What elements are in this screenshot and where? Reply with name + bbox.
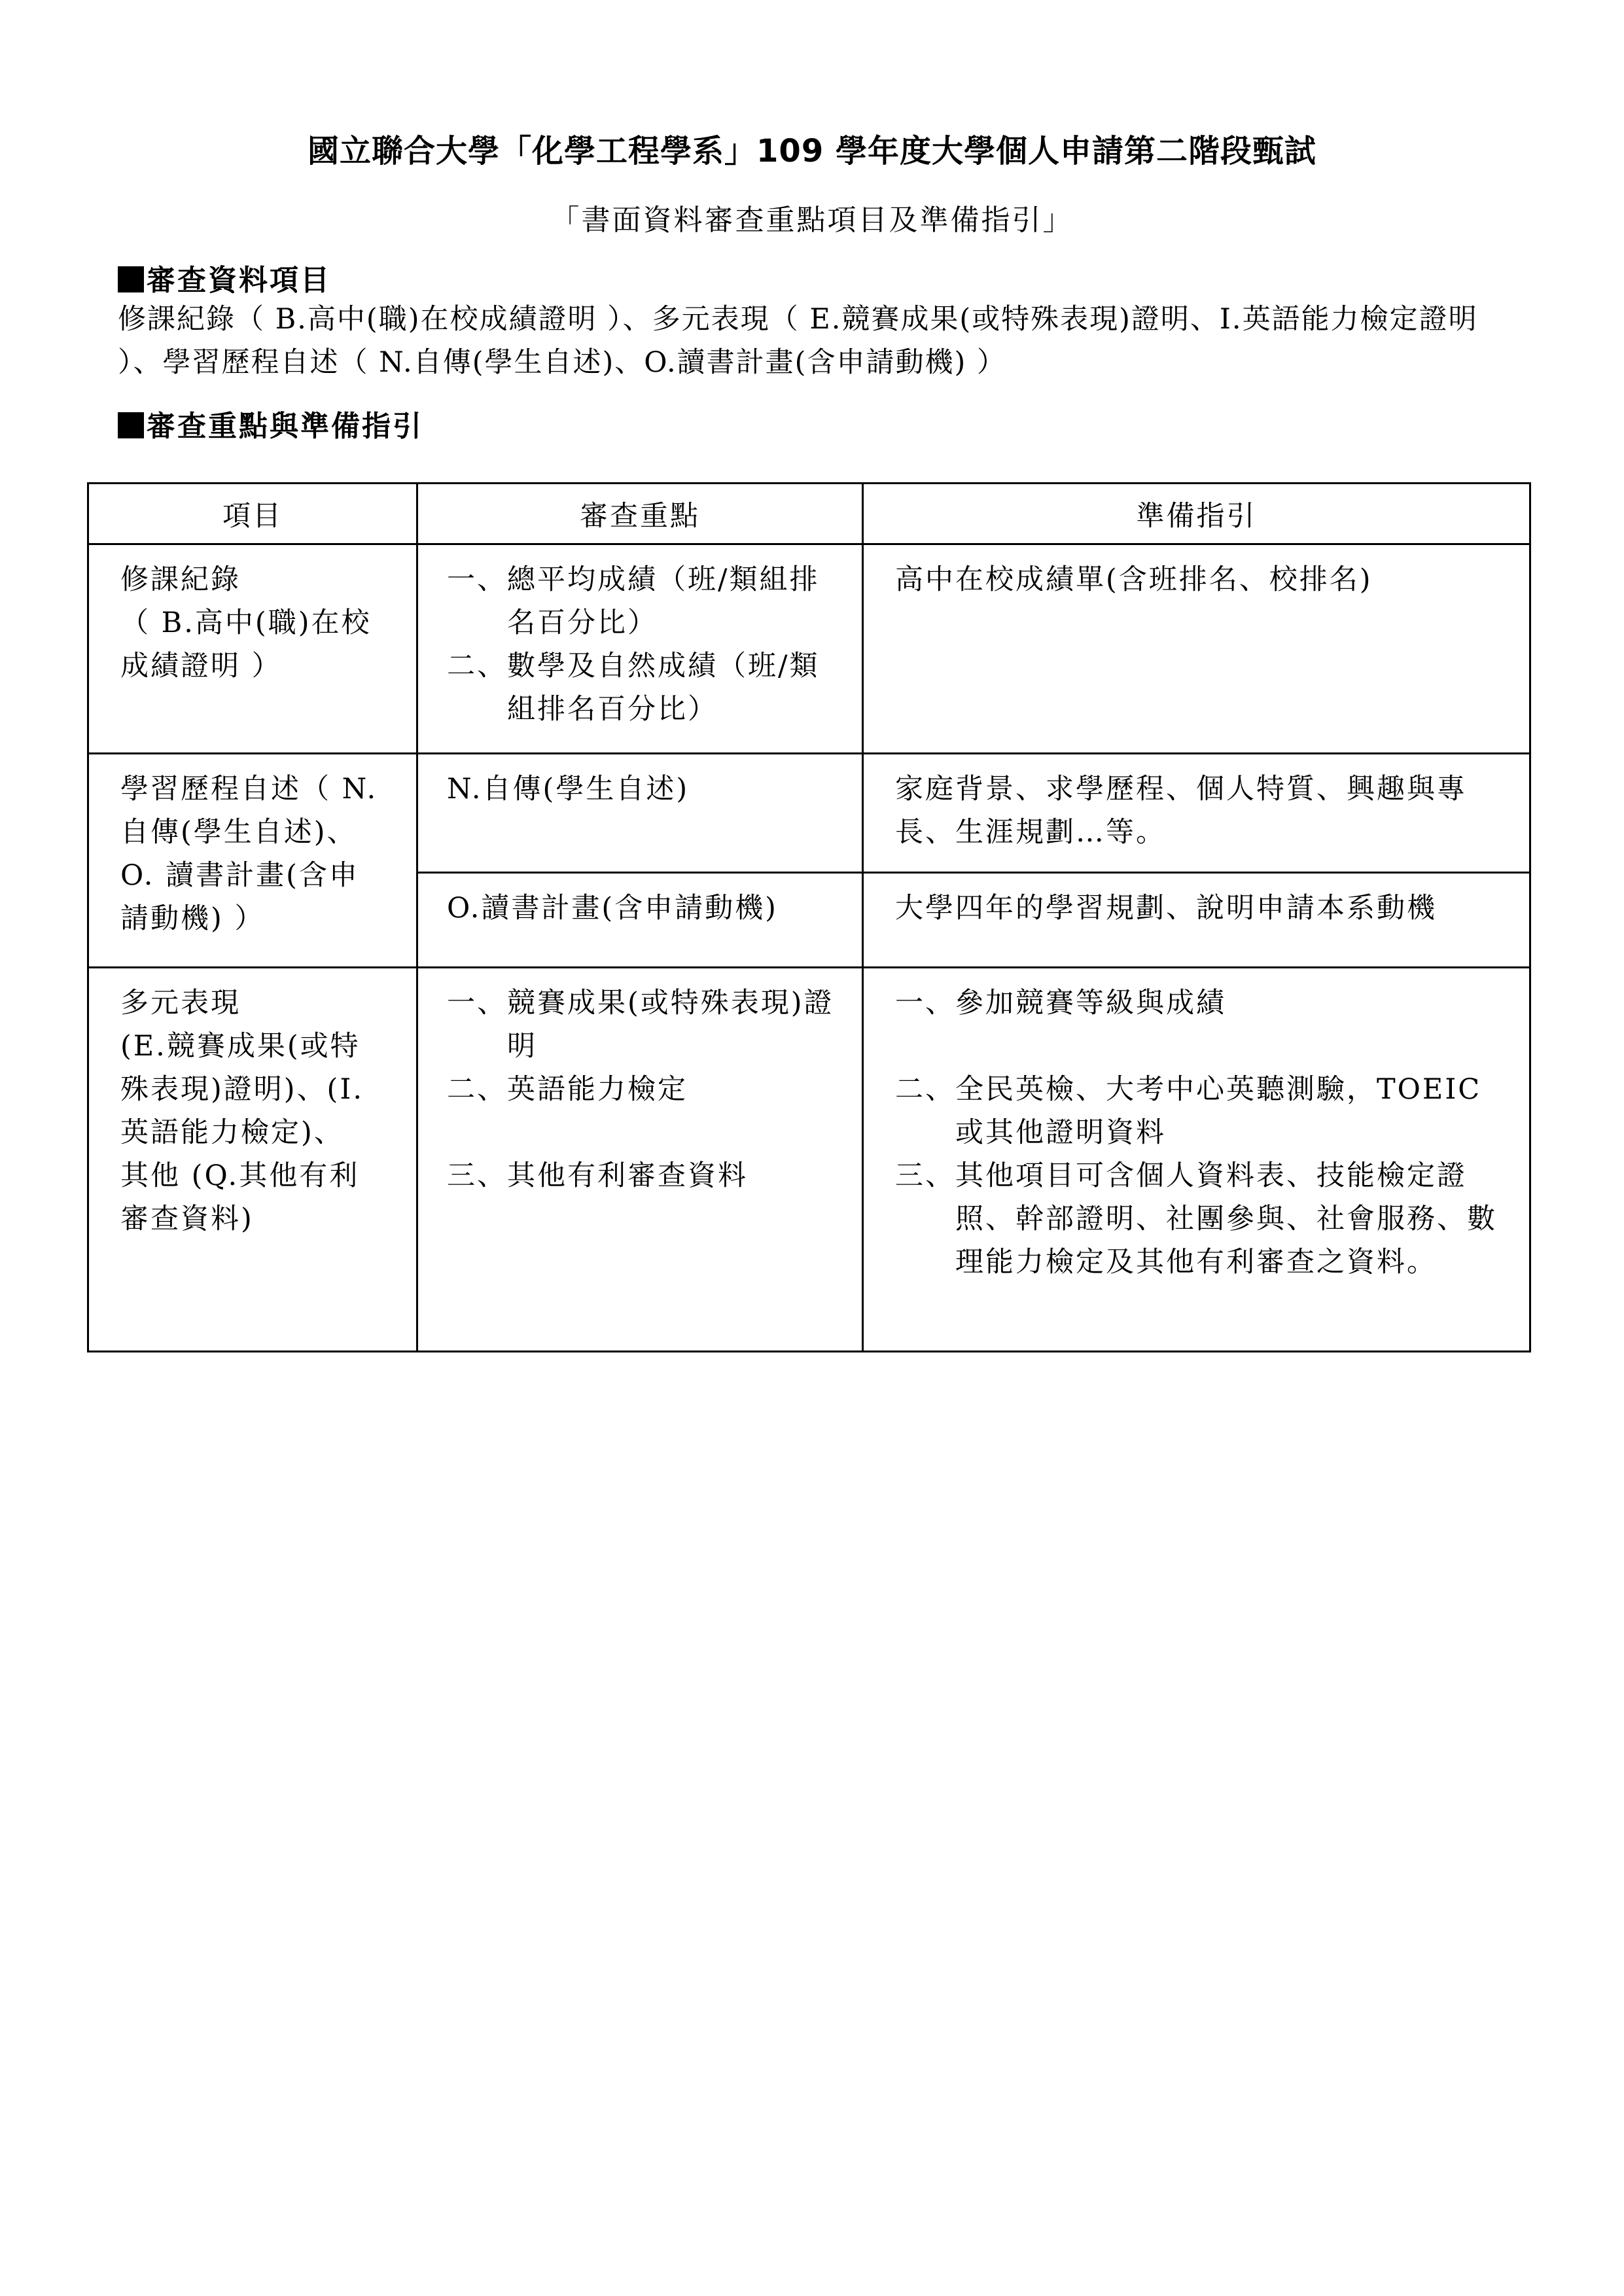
list-item: 一、 參加競賽等級與成績 — [895, 987, 1226, 1019]
focus-cell — [417, 873, 863, 968]
guide-text: 高中在校成績單(含班排名、校排名) — [895, 563, 1373, 596]
list-item: 二、 數學及自然成績（班/類組排名百分比） — [447, 650, 820, 726]
list-item: 三、 其他有利審查資料 — [447, 1159, 748, 1192]
focus-text: N.自傳(學生自述) — [447, 773, 690, 805]
item-cell — [88, 754, 417, 968]
list-item: 二、 全民英檢、大考中心英聽測驗，TOEIC 或其他證明資料 — [895, 1073, 1482, 1149]
section-review-items-heading — [118, 256, 331, 298]
review-table — [87, 482, 1531, 1352]
guide-cell — [863, 754, 1530, 873]
column-header-guide: 準備指引 — [863, 484, 1530, 544]
item-text: 學習歷程自述（ N. 自傳(學生自述)、 O. 讀書計畫(含申 請動機) ） — [120, 773, 378, 935]
table-row — [88, 754, 1530, 873]
list-item: 二、 英語能力檢定 — [447, 1073, 688, 1106]
spacer — [895, 1025, 1516, 1068]
section-heading-text: 審查重點與準備指引 — [147, 410, 423, 443]
table-row — [88, 968, 1530, 1352]
guide-cell — [863, 544, 1530, 754]
list-item: 三、 其他項目可含個人資料表、技能檢定證照、幹部證明、社團參與、社會服務、數理能力檢定及其他有利審查之資料。 — [895, 1159, 1497, 1279]
page-title: 國立聯合大學「化學工程學系」109 學年度大學個人申請第二階段甄試 — [308, 133, 1316, 169]
item-cell — [88, 968, 417, 1352]
focus-list — [447, 558, 849, 731]
guide-cell — [863, 873, 1530, 968]
column-header-item: 項目 — [88, 484, 417, 544]
guide-text: 大學四年的學習規劃、說明申請本系動機 — [895, 892, 1437, 925]
item-cell — [88, 544, 417, 754]
spacer — [447, 1111, 849, 1154]
item-text: 多元表現 (E.競賽成果(或特 殊表現)證明)、(I. 英語能力檢定)、 其他 (Q.其他有利 審查資料) — [120, 987, 364, 1235]
section-review-focus-heading — [118, 402, 423, 444]
guide-cell — [863, 968, 1530, 1352]
page-subtitle: 「書面資料審查重點項目及準備指引」 — [550, 203, 1074, 237]
guide-text: 家庭背景、求學歷程、個人特質、興趣與專長、生涯規劃…等。 — [895, 773, 1467, 849]
section-heading-text: 審查資料項目 — [147, 264, 331, 297]
guide-list — [895, 981, 1516, 1284]
list-item: 一、 競賽成果(或特殊表現)證明 — [447, 987, 834, 1063]
focus-cell — [417, 544, 863, 754]
column-header-focus: 審查重點 — [417, 484, 863, 544]
table-header-row — [88, 484, 1530, 544]
review-items-text: 修課紀錄（ B.高中(職)在校成績證明 ）、多元表現（ E.競賽成果(或特殊表現)證明、I.英語能力檢定證明 ）、學習歷程自述（ N.自傳(學生自述)、O.讀書計畫(含申請動機) ） — [118, 303, 1478, 379]
focus-cell — [417, 754, 863, 873]
focus-list — [447, 981, 849, 1197]
square-bullet-icon — [118, 412, 144, 438]
list-item: 一、 總平均成績（班/類組排名百分比） — [447, 563, 820, 639]
focus-cell — [417, 968, 863, 1352]
square-bullet-icon — [118, 266, 144, 292]
focus-text: O.讀書計畫(含申請動機) — [447, 892, 778, 925]
item-text: 修課紀錄 （ B.高中(職)在校 成績證明 ） — [120, 563, 372, 682]
table-row — [88, 544, 1530, 754]
